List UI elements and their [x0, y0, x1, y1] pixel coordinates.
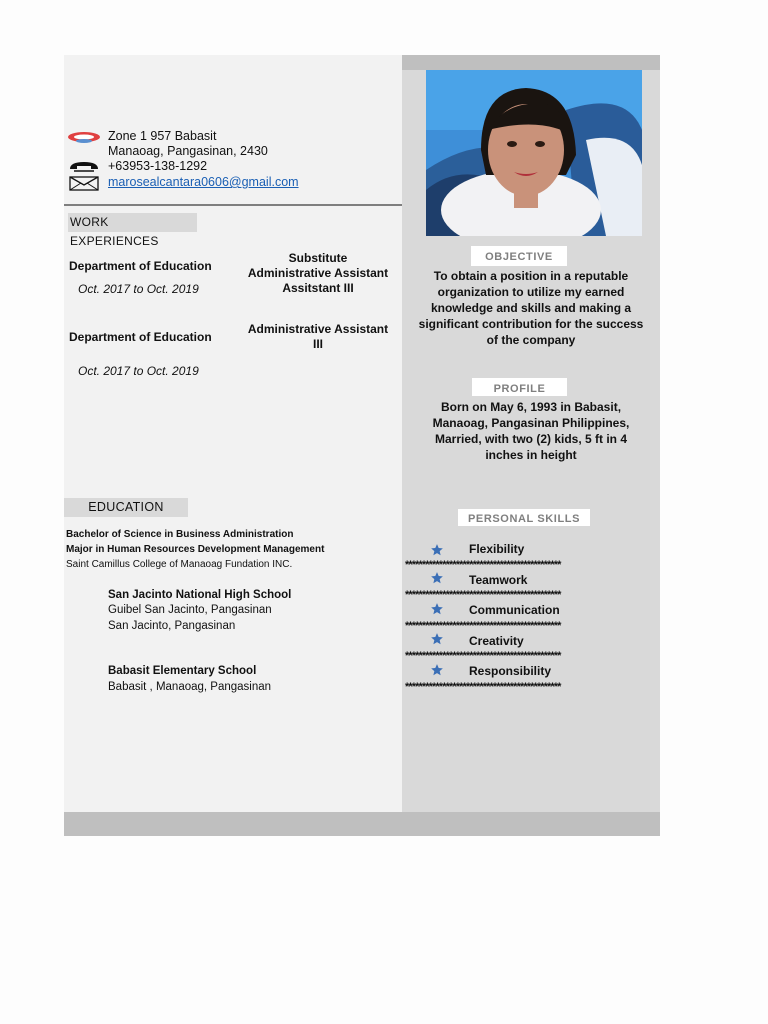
- profile-heading: PROFILE: [472, 378, 567, 396]
- objective-line: organization to utilize my earned: [437, 285, 625, 299]
- job-2-title-line: Administrative Assistant: [247, 322, 389, 336]
- location-icon: [66, 130, 102, 146]
- star-icon: [430, 571, 444, 585]
- job-1-title-line: Administrative Assistant: [247, 266, 389, 280]
- personal-skills-heading: PERSONAL SKILLS: [458, 509, 590, 526]
- skill-separator: **********************************************: [405, 621, 561, 631]
- job-1-organization: Department of Education: [69, 259, 212, 273]
- job-2-organization: Department of Education: [69, 330, 212, 344]
- high-school-address-2: San Jacinto, Pangasinan: [108, 620, 236, 632]
- star-icon: [430, 602, 444, 616]
- elementary-school-name: Babasit Elementary School: [108, 665, 257, 677]
- profile-line: Born on May 6, 1993 in Babasit,: [440, 400, 622, 414]
- phone-number: +63953-138-1292: [108, 159, 208, 173]
- profile-line: Married, with two (2) kids, 5 ft in 4: [434, 432, 628, 446]
- star-icon: [430, 543, 444, 557]
- job-2-title-line: III: [312, 337, 323, 351]
- address-line-2: Manaoag, Pangasinan, 2430: [108, 144, 268, 158]
- objective-line: significant contribution for the success: [418, 317, 644, 331]
- phone-icon: [66, 159, 102, 175]
- job-1-title: [240, 251, 396, 296]
- skill-item: Creativity: [469, 634, 524, 648]
- profile-line: Manaoag, Pangasinan Philippines,: [432, 416, 630, 430]
- top-bar: [402, 55, 660, 70]
- job-1-date: Oct. 2017 to Oct. 2019: [78, 282, 199, 296]
- objective-heading: OBJECTIVE: [471, 246, 567, 266]
- college-major: Major in Human Resources Development Management: [66, 544, 325, 555]
- skill-separator: **********************************************: [405, 651, 561, 661]
- objective-text: [406, 268, 656, 348]
- job-1-title-line: Assitstant III: [282, 281, 354, 295]
- divider: [64, 204, 402, 206]
- objective-line: knowledge and skills and making a: [430, 301, 632, 315]
- college-school: Saint Camillus College of Manaoag Fundation INC.: [66, 559, 293, 570]
- email-link[interactable]: marosealcantara0606@gmail.com: [108, 175, 299, 189]
- address-line-1: Zone 1 957 Babasit: [108, 129, 217, 143]
- objective-line: To obtain a position in a reputable: [433, 269, 629, 283]
- work-experiences-heading: WORK EXPERIENCES: [68, 213, 197, 232]
- profile-photo: [426, 70, 642, 236]
- college-degree: Bachelor of Science in Business Administration: [66, 529, 294, 540]
- skill-separator: **********************************************: [405, 682, 561, 692]
- job-2-title: [240, 322, 396, 352]
- skill-item: Responsibility: [469, 664, 552, 678]
- job-1-title-line: Substitute: [288, 251, 348, 265]
- star-icon: [430, 663, 444, 677]
- profile-text: [406, 399, 656, 463]
- high-school-name: San Jacinto National High School: [108, 589, 292, 601]
- skill-item: Teamwork: [469, 573, 528, 587]
- objective-line: of the company: [486, 333, 576, 347]
- bottom-bar: [64, 812, 660, 836]
- profile-line: inches in height: [485, 448, 577, 462]
- skill-separator: **********************************************: [405, 560, 561, 570]
- skill-item: Communication: [469, 603, 560, 617]
- skill-item: Flexibility: [469, 542, 525, 556]
- high-school-address-1: Guibel San Jacinto, Pangasinan: [108, 604, 272, 616]
- education-heading: EDUCATION: [64, 498, 188, 517]
- star-icon: [430, 632, 444, 646]
- skill-separator: **********************************************: [405, 590, 561, 600]
- mail-icon: [66, 175, 102, 191]
- elementary-school-address: Babasit , Manaoag, Pangasinan: [108, 681, 272, 693]
- job-2-date: Oct. 2017 to Oct. 2019: [78, 364, 199, 378]
